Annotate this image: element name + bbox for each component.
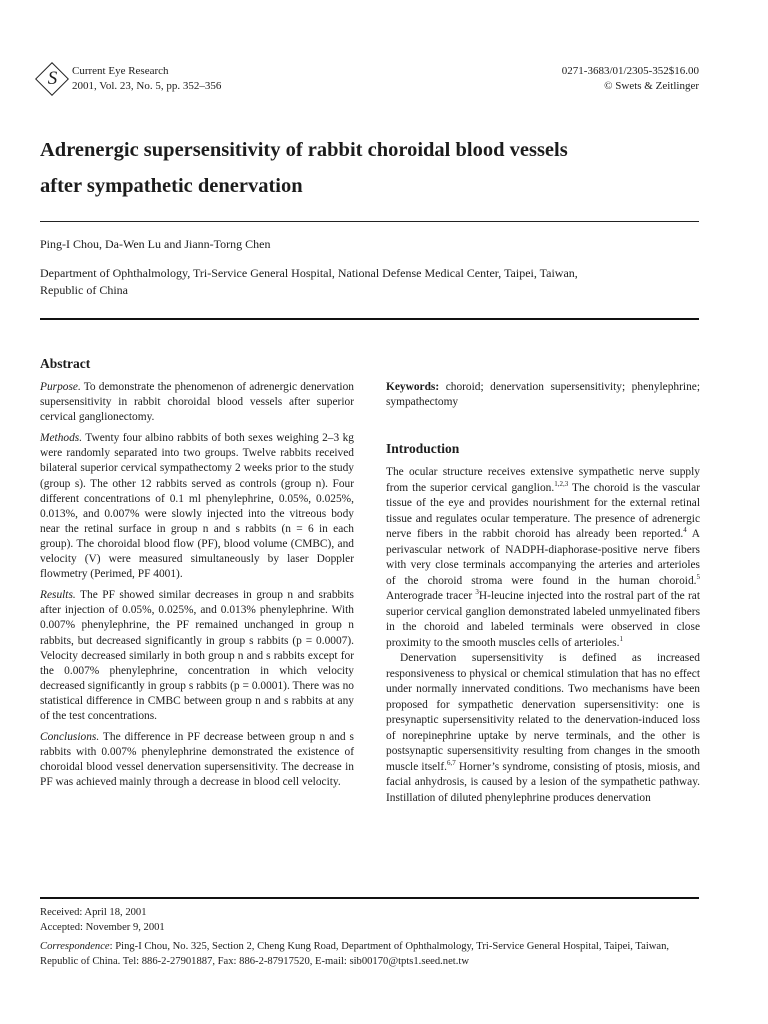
intro-text: H-leucine injected into the rostral part of the rat superior cervical ganglion demonstrated labeled unmyelinated fibers in the choroid and labeled terminals were observed in close proximity to the smooth muscles cells of arterioles. (386, 590, 700, 649)
intro-text: A perivascular network of NADPH-diaphorase-positive nerve fibers with very close terminals accompanying the arteries and arterioles of the choroid stroma were found in the human choroid. (386, 528, 700, 587)
header-divider (40, 318, 699, 320)
keywords-label: Keywords: (386, 381, 440, 393)
citation-ref: 5 (696, 572, 700, 581)
affiliation (40, 265, 680, 299)
intro-paragraph-2 (386, 651, 700, 806)
correspondence-text: : Ping-I Chou, No. 325, Section 2, Cheng Kung Road, Department of Ophthalmology, Tri-Service General Hospital, Taipei, Taiwan, Republic of China. Tel: 886-2-27901887, Fax: 886-2-87917520, E-mail: sib00170@tpts1.seed.net.tw (40, 941, 670, 967)
issn-price: 0271-3683/01/2305-352$16.00 (561, 65, 699, 77)
abstract-purpose (40, 380, 354, 425)
affiliation-line-2: Republic of China (40, 283, 128, 297)
purpose-text: To demonstrate the phenomenon of adrenergic denervation supersensitivity in rabbit choroidal blood vessels after superior cervical ganglionectomy. (40, 381, 354, 424)
intro-paragraph-1 (386, 465, 700, 651)
intro-text: Anterograde tracer (386, 590, 476, 602)
journal-name: Current Eye Research (72, 65, 169, 77)
publisher-logo-letter: S (47, 68, 58, 89)
methods-label: Methods. (40, 432, 83, 445)
abstract-heading: Abstract (40, 356, 91, 371)
citation-ref: 1,2,3 (554, 479, 569, 488)
issn-block (562, 64, 699, 94)
intro-text: Denervation supersensitivity is defined as increased responsiveness to physical or chemical stimulation that has no effect under normally innervated conditions. Two mechanisms have been proposed for sympathetic denervation supersensitivity: one is presynaptic supersensitivity related to the denervation-induced loss of norepinephrine uptake by nerve terminals, and the other is postsynaptic supersensitivity resulting from changes in the smooth muscle itself. (386, 652, 700, 773)
keywords (386, 380, 700, 416)
introduction-body (386, 465, 700, 806)
intro-text: The choroid is the vascular tissue of the eye and provides nourishment for the external retinal tissue and regulates ocular temperature. The presence of adrenergic nerve fibers in the rabbit choroid has already been reported. (386, 481, 701, 540)
abstract-body (40, 380, 354, 796)
conclusions-label: Conclusions. (40, 731, 100, 744)
abstract-methods (40, 431, 354, 582)
results-label: Results. (40, 589, 76, 602)
results-text: The PF showed similar decreases in group n and srabbits after injection of 0.05%, 0.025%, and 0.013% phenylephrine. With 0.007% phenylephrine, the PF remained unchanged in group n rabbits, but decreased significantly in group s rabbits (p = 0.0007). Velocity decreased similarly in both group n and s rabbits except for the 0.007% phenylephrine, concentration in which velocity decreased significantly in group s rabbits (p = 0.0001). There was no statistical difference in CMBC between group n and s rabbits at any of the test concentrations. (40, 589, 354, 722)
conclusions-text: The difference in PF decrease between group n and s rabbits with 0.007% phenylephrine demonstrated the existence of choroidal blood vessel denervation supersensitivity. The decrease in PF was achieved mainly through a decrease in blood cell velocity. (40, 731, 354, 789)
accepted-date: Accepted: November 9, 2001 (40, 921, 165, 933)
citation-ref: 1 (619, 634, 623, 643)
isotope-superscript: 3 (475, 588, 479, 597)
authors: Ping-I Chou, Da-Wen Lu and Jiann-Torng Chen (40, 237, 271, 251)
correspondence (40, 940, 702, 969)
keywords-text: choroid; denervation supersensitivity; phenylephrine; sympathectomy (386, 381, 700, 409)
footnotes (40, 906, 702, 969)
abstract-results (40, 588, 354, 724)
journal-citation (72, 64, 221, 94)
title-line-1: Adrenergic supersensitivity of rabbit choroidal blood vessels (40, 139, 568, 161)
introduction-heading: Introduction (386, 441, 460, 456)
citation-ref: 6,7 (447, 758, 456, 767)
footer-divider (40, 897, 699, 899)
publisher-copyright: © Swets & Zeitlinger (604, 80, 699, 92)
correspondence-label: Correspondence (40, 941, 110, 952)
methods-text: Twenty four albino rabbits of both sexes weighing 2–3 kg were randomly separated into two groups. Twelve rabbits received bilateral superior cervical sympathectomy 2 weeks prior to the study (group s). The other 12 rabbits served as controls (group n). Four different concentrations of 0.1 ml phenylephrine, 0.05%, 0.025%, 0.013%, and 0.007% were slowly injected into the vitreous body near the retinal surface in group n and s rabbits (n = 6 in each group). The choroidal blood flow (PF), blood volume (CMBC), and velocity (V) were measured simultaneously by laser Doppler flowmetry (Perimed, PF 4001). (40, 432, 354, 581)
intro-text: The ocular structure receives extensive sympathetic nerve supply from the superior cervical ganglion. (386, 466, 700, 494)
abstract-conclusions (40, 730, 354, 790)
citation-ref: 4 (683, 526, 687, 535)
article-title (40, 132, 730, 204)
affiliation-line-1: Department of Ophthalmology, Tri-Service General Hospital, National Defense Medical Center, Taipei, Taiwan, (40, 266, 578, 280)
received-date: Received: April 18, 2001 (40, 907, 147, 918)
title-line-2: after sympathetic denervation (40, 175, 303, 197)
title-divider (40, 221, 699, 222)
purpose-label: Purpose. (40, 381, 81, 393)
intro-text: Horner’s syndrome, consisting of ptosis, miosis, and facial anhydrosis, is caused by a lesion of the sympathetic pathway. Instillation of diluted phenylephrine produces denervation (386, 760, 700, 804)
journal-issue: 2001, Vol. 23, No. 5, pp. 352–356 (72, 80, 222, 92)
